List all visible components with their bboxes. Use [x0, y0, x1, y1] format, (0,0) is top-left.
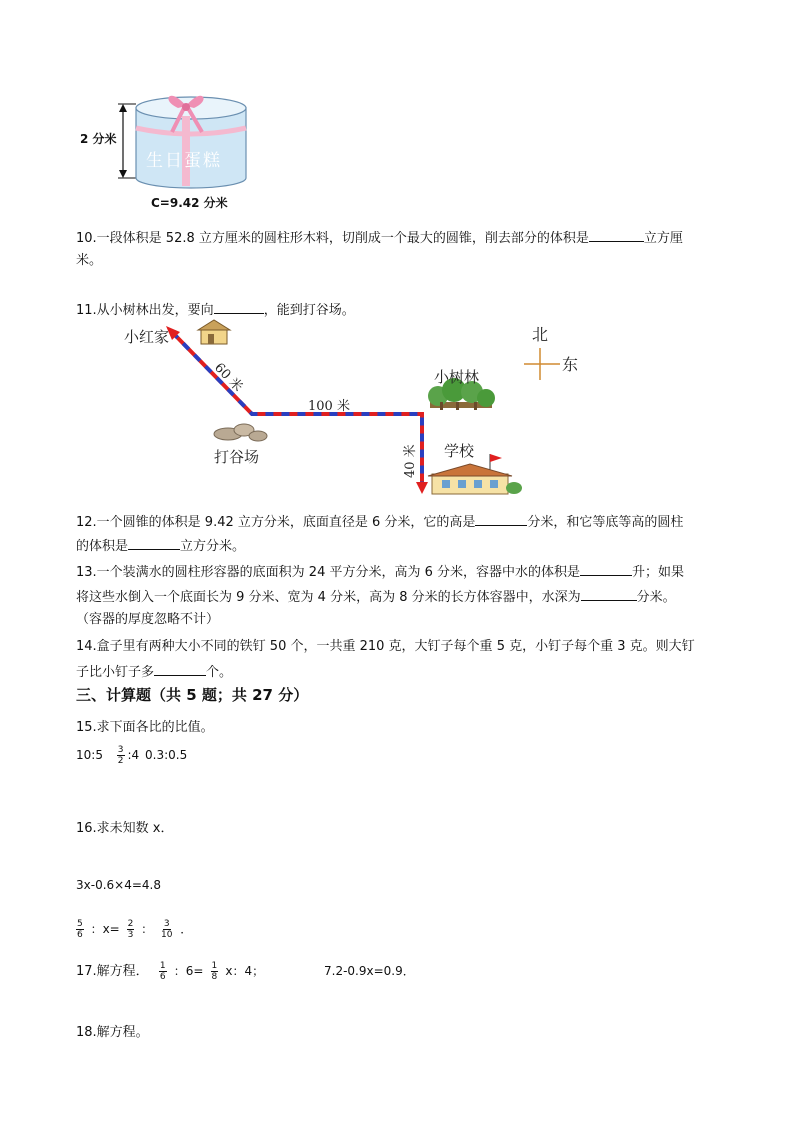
label-east: 东 — [562, 355, 579, 374]
q14-line2 — [76, 660, 232, 684]
q13-blank-volume[interactable] — [580, 560, 632, 576]
q13-line1 — [76, 560, 684, 584]
q12-text-c: 的体积是 — [76, 539, 129, 554]
q14-blank[interactable] — [154, 660, 206, 676]
route-path — [172, 332, 422, 488]
q14-text-b: 个。 — [206, 665, 233, 680]
q15-fraction: $\frac{3}{2}$ — [117, 745, 124, 766]
label-school: 学校 — [444, 442, 475, 460]
q17-frac1: $\frac{1}{6}$ — [159, 961, 166, 982]
q14-text-a: 子比小钉子多 — [76, 665, 155, 680]
q12-text-d: 立方分米。 — [180, 539, 246, 554]
q17-prefix: 17.解方程． — [76, 964, 149, 979]
cake-circumference-label: C=9.42 分米 — [151, 196, 228, 210]
label-threshing: 打谷场 — [214, 448, 260, 466]
q16-eq2-mid: ：x= — [90, 922, 120, 936]
q18-title: 18.解方程。 — [76, 1025, 149, 1040]
q10-line2: 米。 — [76, 253, 103, 268]
q14-line1: 14.盒子里有两种大小不同的铁钉 50 个，一共重 210 克，大钉子每个重 5 克，小钉子每个重 3 克。则大钉 — [76, 639, 695, 654]
q13-line3: （容器的厚度忽略不计） — [76, 612, 220, 627]
q11-text-a: 11.从小树林出发，要向 — [76, 303, 214, 318]
label-40m: 40 米 — [403, 444, 418, 478]
q17-frac2: $\frac{1}{8}$ — [211, 961, 218, 982]
q13-blank-depth[interactable] — [581, 585, 637, 601]
q17-mid1: ：6= — [173, 964, 204, 978]
q16-eq2-end: ． — [180, 922, 193, 936]
q11-text-b: ，能到打谷场。 — [263, 303, 355, 318]
q10-text-a: 10.一段体积是 52.8 立方厘米的圆柱形木料，切削成一个最大的圆锥，削去部分的体积是 — [76, 231, 589, 246]
arrow-to-school — [416, 482, 428, 494]
q10-blank[interactable] — [589, 226, 644, 242]
rocks-icon — [214, 424, 267, 441]
map-figure — [110, 318, 590, 500]
q15-ratio2-rest: :4 — [127, 748, 140, 762]
q13-text-c: 将这些水倒入一个底面长为 9 分米、宽为 4 分米，高为 8 分米的长方体容器中，水深为 — [76, 590, 581, 605]
label-xiaohong: 小红家 — [124, 328, 170, 346]
q13-text-a: 13.一个装满水的圆柱形容器的底面积为 24 平方分米，高为 6 分米，容器中水的体积是 — [76, 565, 581, 580]
q11-blank[interactable] — [214, 298, 264, 314]
q17-line — [76, 960, 264, 983]
q12-text-a: 12.一个圆锥的体积是 9.42 立方分米，底面直径是 6 分米，它的高是 — [76, 515, 476, 530]
q12-text-b: 分米，和它等底等高的圆柱 — [527, 515, 684, 530]
q16-eq2-colon: ： — [141, 922, 154, 936]
compass-icon — [524, 348, 560, 380]
cake-text: 生日蛋糕 — [146, 151, 222, 171]
q15-ratio1: 10:5 — [76, 748, 103, 762]
house-icon — [198, 320, 230, 344]
q12-blank-height[interactable] — [475, 510, 527, 526]
label-60m: 60 米 — [211, 360, 246, 396]
q13-text-b: 升；如果 — [632, 565, 685, 580]
q17-mid2: x：4； — [225, 964, 265, 978]
q16-title: 16.求未知数 x． — [76, 821, 174, 836]
q10-line1 — [76, 226, 683, 250]
q17-eq2: 7.2-0.9x=0.9． — [324, 964, 415, 978]
q12-line1 — [76, 510, 683, 534]
q16-eq2 — [76, 918, 192, 940]
section3-heading: 三、计算题（共 5 题；共 27 分） — [76, 686, 309, 704]
q12-blank-volume[interactable] — [128, 534, 180, 550]
label-forest: 小树林 — [434, 368, 480, 386]
q10-text-b: 立方厘 — [643, 231, 683, 246]
cake-height-label: 2 分米 — [80, 132, 117, 146]
q16-frac3: $\frac{3}{10}$ — [160, 919, 173, 940]
q15-ratios — [76, 744, 187, 766]
label-north: 北 — [532, 325, 549, 344]
q12-line2 — [76, 534, 245, 558]
school-icon — [428, 454, 522, 494]
cake-figure — [78, 86, 258, 214]
q15-title: 15.求下面各比的比值。 — [76, 720, 214, 735]
q13-line2 — [76, 585, 676, 609]
q16-eq1: 3x-0.6×4=4.8 — [76, 878, 161, 892]
q16-frac1: $\frac{5}{6}$ — [77, 919, 83, 940]
q15-ratio3: 0.3:0.5 — [145, 748, 188, 762]
route-map — [110, 318, 590, 500]
label-100m: 100 米 — [308, 399, 350, 414]
q16-frac2: $\frac{2}{3}$ — [127, 919, 134, 940]
q13-text-d: 分米。 — [636, 590, 676, 605]
